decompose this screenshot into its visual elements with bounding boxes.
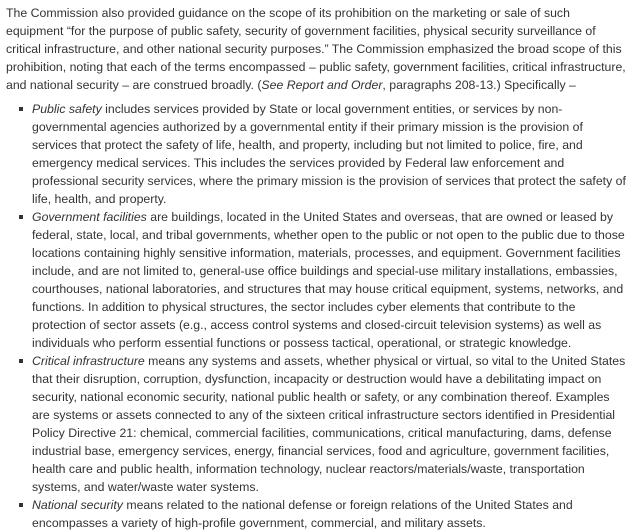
bullet-icon: [19, 107, 23, 111]
definitions-list: [6, 100, 630, 532]
definition-term: National security: [32, 498, 123, 512]
definition-term: Critical infrastructure: [32, 354, 145, 368]
list-item-critical-infrastructure: [32, 352, 630, 496]
bullet-icon: [19, 359, 23, 363]
bullet-icon: [19, 503, 23, 507]
definition-text: includes services provided by State or local government entities, or services by non-governmental agencies authorized by a governmental entity if their primary mission is the provision of services that protect the safety of life, health, and property, including but not limited to police, fire, and emergency medical services. This includes the services provided by Federal law enforcement and professional security services, where the primary mission is the provision of services that protect the safety of life, health, and property.: [32, 102, 626, 206]
intro-citation: See Report and Order: [261, 78, 383, 92]
definition-text: means any systems and assets, whether physical or virtual, so vital to the United States that their disruption, corruption, dysfunction, incapacity or destruction would have a debilitating impact on security, national economic security, national public health or safety, or any combination thereof. Examples are systems or assets connected to any of the sixteen critical infrastructure sectors identified in Presidential Policy Directive 21: chemical, commercial facilities, communications, critical manufacturing, dams, defense industrial base, emergency services, energy, financial services, food and agriculture, government facilities, health care and public health, information technology, nuclear reactors/materials/waste, transportation systems, and water/waste water systems.: [32, 354, 626, 494]
intro-paragraph: [6, 4, 630, 94]
intro-text-part1: The Commission also provided guidance on the scope of its prohibition on the marketing or sale of such equipment “for the purpose of public safety, security of government facilities, physical security surveillance of critical infrastructure, and other national security purposes.” The Commission emphasized the broad scope of this prohibition, noting that each of the terms encompassed – public safety, government facilities, critical infrastructure, and national security – are construed broadly. (: [6, 6, 626, 92]
definition-text: are buildings, located in the United States and overseas, that are owned or leased by federal, state, local, and tribal governments, whether open to the public or not open to the public due to those locations containing highly sensitive information, materials, processes, and equipment. Government facilities include, and are not limited to, general-use office buildings and special-use military installations, embassies, courthouses, national laboratories, and structures that may house critical equipment, systems, networks, and functions. In addition to physical structures, the sector includes cyber elements that contribute to the protection of sector assets (e.g., access control systems and closed-circuit television systems) as well as individuals who perform essential functions or possess tactical, operational, or strategic knowledge.: [32, 210, 625, 350]
bullet-icon: [19, 215, 23, 219]
list-item-government-facilities: [32, 208, 630, 352]
list-item-national-security: [32, 496, 630, 532]
intro-text-part2: , paragraphs 208-13.) Specifically –: [382, 78, 576, 92]
definition-text: means related to the national defense or foreign relations of the United States and encompasses a variety of high-profile government, commercial, and military assets.: [32, 498, 573, 530]
definition-term: Government facilities: [32, 210, 147, 224]
definition-term: Public safety: [32, 102, 102, 116]
list-item-public-safety: [32, 100, 630, 208]
